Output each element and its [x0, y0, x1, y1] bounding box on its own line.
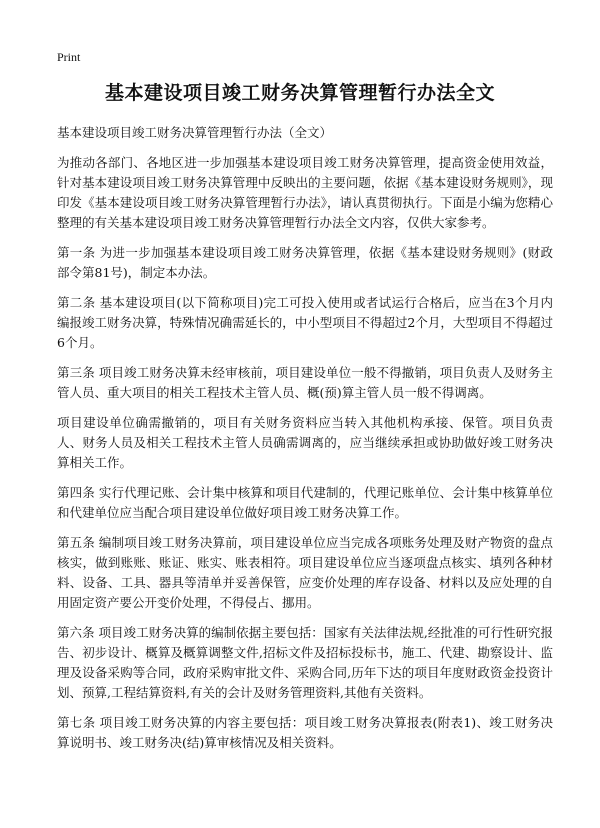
paragraph-intro: 为推动各部门、各地区进一步加强基本建设项目竣工财务决算管理，提高资金使用效益，针对基本建设项目竣工财务决算管理中反映出的主要问题，依据《基本建设财务规则》，现印发《基本建设项目竣工财务决算管理暂行办法》，请认真贯彻执行。下面是小编为您精心整理的有关基本建设项目竣工财务决算管理暂行办法全文内容，仅供大家参考。 [57, 155, 553, 230]
article-subtitle: 基本建设项目竣工财务决算管理暂行办法（全文） [57, 125, 333, 140]
paragraph-article-6: 第六条 项目竣工财务决算的编制依据主要包括：国家有关法律法规,经批准的可行性研究报告、初步设计、概算及概算调整文件,招标文件及招标投标书，施工、代建、勘察设计、监理及设备采购等合同，政府采购审批文件、采购合同,历年下达的项目年度财政资金投资计划、预算,工程结算资料,有关的会计及财务管理资料,其他有关资料。 [57, 625, 553, 700]
paragraph-article-2: 第二条 基本建设项目(以下简称项目)完工可投入使用或者试运行合格后，应当在3个月内编报竣工财务决算，特殊情况确需延长的，中小型项目不得超过2个月，大型项目不得超过6个月。 [57, 295, 553, 350]
paragraph-article-7: 第七条 项目竣工财务决算的内容主要包括：项目竣工财务决算报表(附表1)、竣工财务决算说明书、竣工财务决(结)算审核情况及相关资料。 [57, 715, 553, 750]
paragraph-article-3-cont: 项目建设单位确需撤销的，项目有关财务资料应当转入其他机构承接、保管。项目负责人、财务人员及相关工程技术主管人员确需调离的，应当继续承担或协助做好竣工财务决算相关工作。 [57, 415, 553, 470]
page-title: 基本建设项目竣工财务决算管理暂行办法全文 [104, 82, 495, 104]
paragraph-article-5: 第五条 编制项目竣工财务决算前，项目建设单位应当完成各项账务处理及财产物资的盘点核实，做到账账、账证、账实、账表相符。项目建设单位应当逐项盘点核实、填列各种材料、设备、工具、器具等清单并妥善保管，应变价处理的库存设备、材料以及应处理的自用固定资产要公开变价处理，不得侵占、挪用。 [57, 535, 553, 610]
article-body [57, 123, 553, 763]
print-label: Print [57, 50, 81, 64]
paragraph-article-4: 第四条 实行代理记账、会计集中核算和项目代建制的，代理记账单位、会计集中核算单位和代建单位应当配合项目建设单位做好项目竣工财务决算工作。 [57, 485, 553, 520]
paragraph-article-3: 第三条 项目竣工财务决算未经审核前，项目建设单位一般不得撤销，项目负责人及财务主管人员、重大项目的相关工程技术主管人员、概(预)算主管人员一般不得调离。 [57, 365, 553, 400]
paragraph-article-1: 第一条 为进一步加强基本建设项目竣工财务决算管理，依据《基本建设财务规则》(财政部令第81号)，制定本办法。 [57, 245, 553, 280]
